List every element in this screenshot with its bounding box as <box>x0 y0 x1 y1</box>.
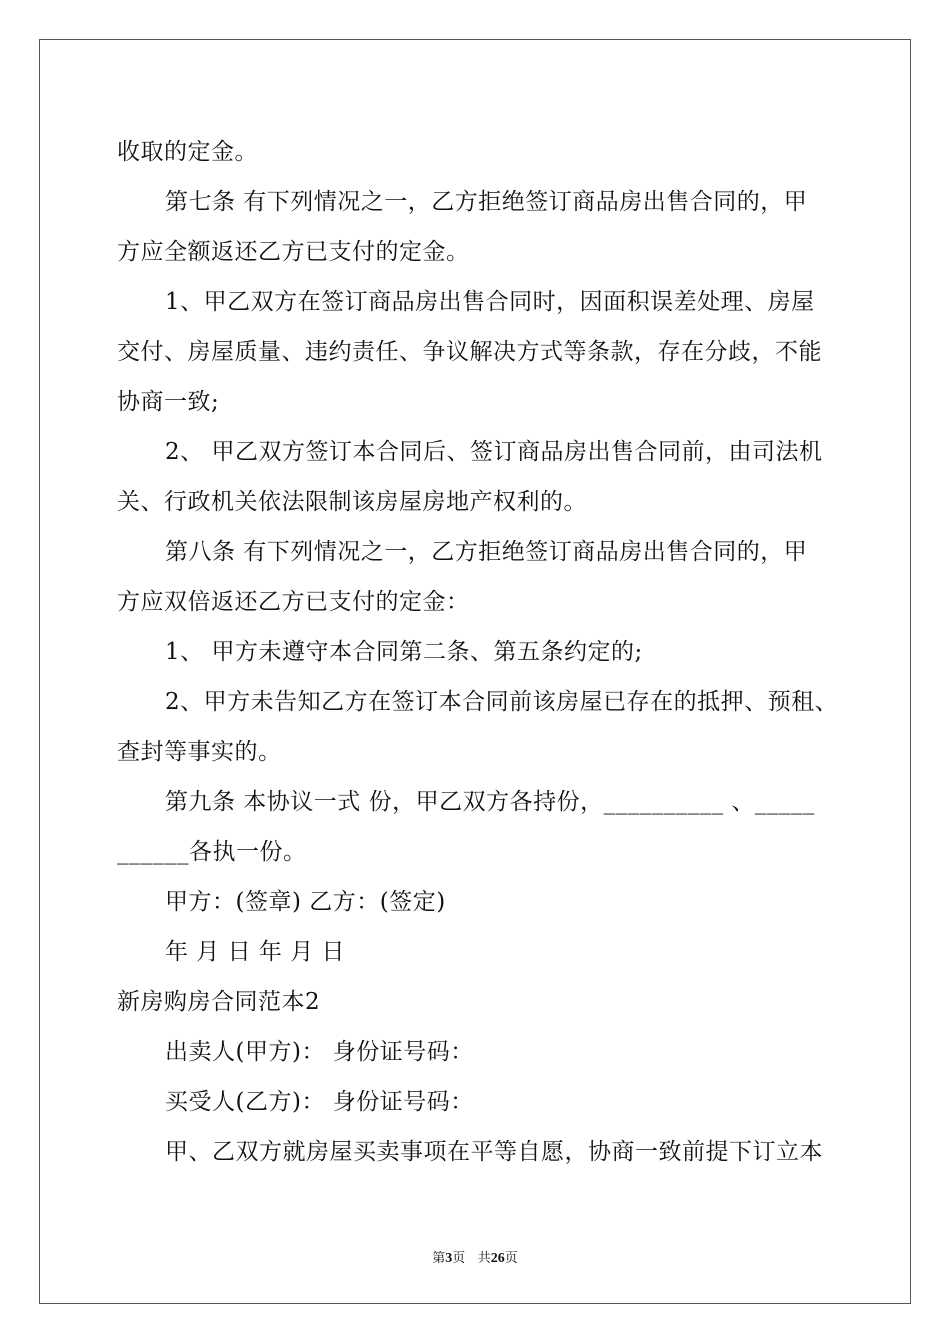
signature-line: 甲方：(签章) 乙方：(签定) <box>165 889 446 915</box>
text-line: 方应全额返还乙方已支付的定金。 <box>117 239 470 265</box>
page-suffix: 页 <box>452 1251 466 1266</box>
list-item: 1、甲乙双方在签订商品房出售合同时，因面积误差处理、房屋 <box>165 289 815 315</box>
date-line: 年 月 日 年 月 日 <box>165 939 346 965</box>
section-title: 新房购房合同范本2 <box>117 989 321 1015</box>
page-number: 3 <box>445 1251 453 1266</box>
page-prefix: 第 <box>432 1251 446 1266</box>
list-item: 1、 甲方未遵守本合同第二条、第五条约定的; <box>165 639 643 665</box>
total-suffix: 页 <box>504 1251 518 1266</box>
text-line: 收取的定金。 <box>117 139 258 165</box>
total-pages: 26 <box>490 1251 505 1266</box>
text-line: 方应双倍返还乙方已支付的定金： <box>117 589 470 615</box>
article-7-heading: 第七条 有下列情况之一，乙方拒绝签订商品房出售合同的，甲 <box>165 189 808 215</box>
text-line: 甲、乙双方就房屋买卖事项在平等自愿，协商一致前提下订立本 <box>165 1139 823 1165</box>
text-line: ______各执一份。 <box>117 839 307 865</box>
text-line: 协商一致; <box>117 389 220 415</box>
article-9-heading: 第九条 本协议一式 份，甲乙双方各持份，__________ 、_____ <box>165 789 815 815</box>
seller-line: 出卖人(甲方)： 身份证号码： <box>165 1039 474 1065</box>
list-item: 2、甲方未告知乙方在签订本合同前该房屋已存在的抵押、预租、 <box>165 689 839 715</box>
text-line: 关、行政机关依法限制该房屋房地产权利的。 <box>117 489 587 515</box>
text-line: 查封等事实的。 <box>117 739 282 765</box>
text-line: 交付、房屋质量、违约责任、争议解决方式等条款，存在分歧，不能 <box>117 339 822 365</box>
list-item: 2、 甲乙双方签订本合同后、签订商品房出售合同前，由司法机 <box>165 439 823 465</box>
buyer-line: 买受人(乙方)： 身份证号码： <box>165 1089 474 1115</box>
page-footer <box>0 1247 950 1267</box>
article-8-heading: 第八条 有下列情况之一，乙方拒绝签订商品房出售合同的，甲 <box>165 539 808 565</box>
total-prefix: 共 <box>477 1251 491 1266</box>
